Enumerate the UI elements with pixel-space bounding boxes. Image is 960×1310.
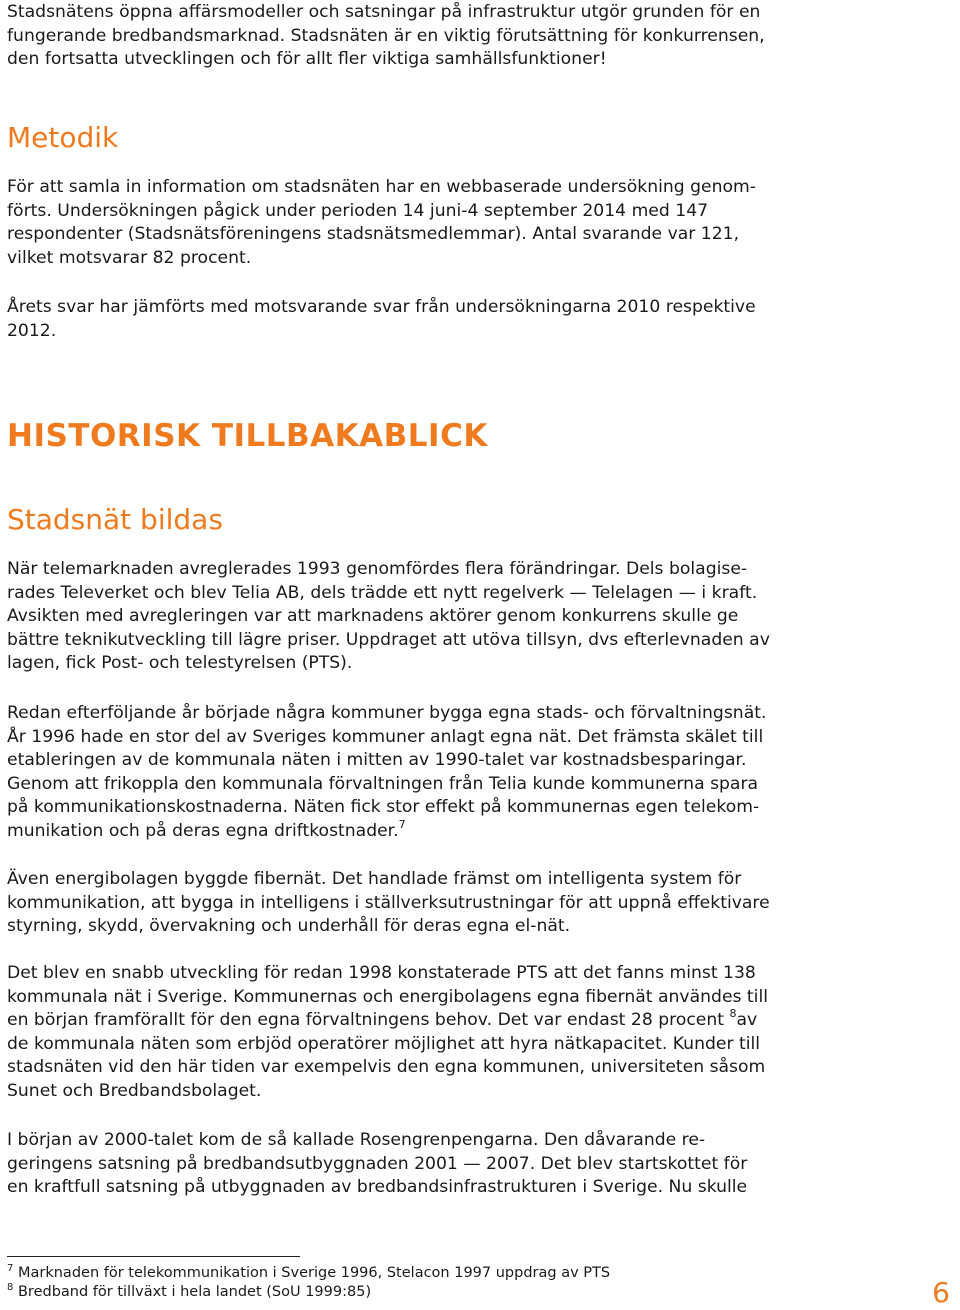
text-line: kommunala nät i Sverige. Kommunernas och energibolagens egna fibernät användes till [7, 986, 768, 1007]
text-line: den fortsatta utvecklingen och för allt fler viktiga samhällsfunktioner! [7, 49, 607, 70]
text-line: Det blev en snabb utveckling för redan 1998 konstaterade PTS att det fanns minst 138 [7, 963, 756, 983]
historisk-paragraph-3 [7, 868, 770, 939]
text-fragment: munikation och på deras egna driftkostnader. [7, 820, 399, 841]
text-line: För att samla in information om stadsnäten har en webbaserade undersökning genom- [7, 177, 756, 197]
text-line: vilket motsvarar 82 procent. [7, 247, 252, 268]
text-line: förts. Undersökningen pågick under perioden 14 juni-4 september 2014 med 147 [7, 200, 709, 221]
text-line: etableringen av de kommunala näten i mitten av 1990-talet var kostnadsbesparingar. [7, 750, 747, 771]
stadsnat-bildas-heading: Stadsnät bildas [7, 503, 223, 536]
historisk-paragraph-1 [7, 558, 770, 676]
footnote-number: 8 [7, 1282, 14, 1293]
text-line: Redan efterföljande år började några kommuner bygga egna stads- och förvaltningsnät. [7, 703, 767, 723]
text-line: Stadsnätens öppna affärsmodeller och satsningar på infrastruktur utgör grunden för en [7, 2, 761, 22]
intro-paragraph [7, 1, 765, 72]
historisk-paragraph-4 [7, 962, 768, 1104]
text-line: När telemarknaden avreglerades 1993 genomfördes flera förändringar. Dels bolagise- [7, 559, 748, 579]
metodik-heading: Metodik [7, 121, 119, 154]
text-line: stadsnäten vid den här tiden var exempelvis den egna kommunen, universiteten såsom [7, 1057, 766, 1078]
text-line: 2012. [7, 320, 57, 341]
text-line: bättre teknikutveckling till lägre priser. Uppdraget att utöva tillsyn, dvs efterlevnaden av [7, 629, 770, 650]
footnote-7 [7, 1264, 610, 1282]
text-line: kommunikation, att bygga in intelligens i ställverksutrustningar för att uppnå effektivare [7, 892, 770, 913]
text-line: Årets svar har jämförts med motsvarande svar från undersökningarna 2010 respektive [7, 297, 756, 317]
text-line: geringens satsning på bredbandsutbyggnaden 2001 — 2007. Det blev startskottet för [7, 1153, 748, 1174]
footnote-ref: 7 [398, 817, 406, 831]
metodik-paragraph-1 [7, 176, 756, 270]
text-line: Genom att frikoppla den kommunala förvaltningen från Telia kunde kommunerna spara [7, 773, 759, 794]
historisk-heading: HISTORISK TILLBAKABLICK [7, 418, 488, 454]
text-line: Även energibolagen byggde fibernät. Det handlade främst om intelligenta system för [7, 869, 742, 889]
text-line: lagen, fick Post- och telestyrelsen (PTS). [7, 653, 353, 674]
footnote-divider [7, 1256, 300, 1257]
text-line: Sunet och Bredbandsbolaget. [7, 1080, 262, 1101]
page-number: 6 [932, 1276, 950, 1309]
footnote-8 [7, 1283, 371, 1301]
text-fragment: en början framförallt för den egna förvaltningens behov. Det var endast 28 procent [7, 1010, 724, 1031]
text-line: på kommunikationskostnaderna. Näten fick stor effekt på kommunernas egen telekom- [7, 797, 760, 818]
historisk-paragraph-5 [7, 1129, 747, 1200]
metodik-paragraph-2 [7, 296, 756, 343]
text-line [7, 817, 766, 844]
historisk-paragraph-2 [7, 702, 766, 844]
text-fragment: av [736, 1010, 758, 1031]
text-line: Avsikten med avregleringen var att marknadens aktörer genom konkurrens skulle ge [7, 606, 739, 627]
footnote-ref: 8 [729, 1007, 737, 1021]
text-line: respondenter (Stadsnätsföreningens stadsnätsmedlemmar). Antal svarande var 121, [7, 224, 740, 245]
footnote-text: Bredband för tillväxt i hela landet (SoU 1999:85) [17, 1284, 372, 1300]
text-line: rades Televerket och blev Telia AB, dels trädde ett nytt regelverk — Telelagen — i kraft. [7, 582, 758, 603]
text-line: fungerande bredbandsmarknad. Stadsnäten är en viktig förutsättning för konkurrensen, [7, 25, 765, 46]
text-line: År 1996 hade en stor del av Sveriges kommuner anlagt egna nät. Det främsta skälet till [7, 726, 764, 747]
text-line: en kraftfull satsning på utbyggnaden av bredbandsinfrastrukturen i Sverige. Nu skulle [7, 1177, 748, 1198]
text-line [7, 1009, 768, 1033]
text-line: styrning, skydd, övervakning och underhåll för deras egna el-nät. [7, 916, 571, 937]
footnote-number: 7 [7, 1263, 14, 1274]
text-line: I början av 2000-talet kom de så kallade Rosengrenpengarna. Den dåvarande re- [7, 1130, 706, 1150]
footnote-text: Marknaden för telekommunikation i Sverige 1996, Stelacon 1997 uppdrag av PTS [17, 1265, 611, 1281]
text-line: de kommunala näten som erbjöd operatörer möjlighet att hyra nätkapacitet. Kunder till [7, 1033, 761, 1054]
